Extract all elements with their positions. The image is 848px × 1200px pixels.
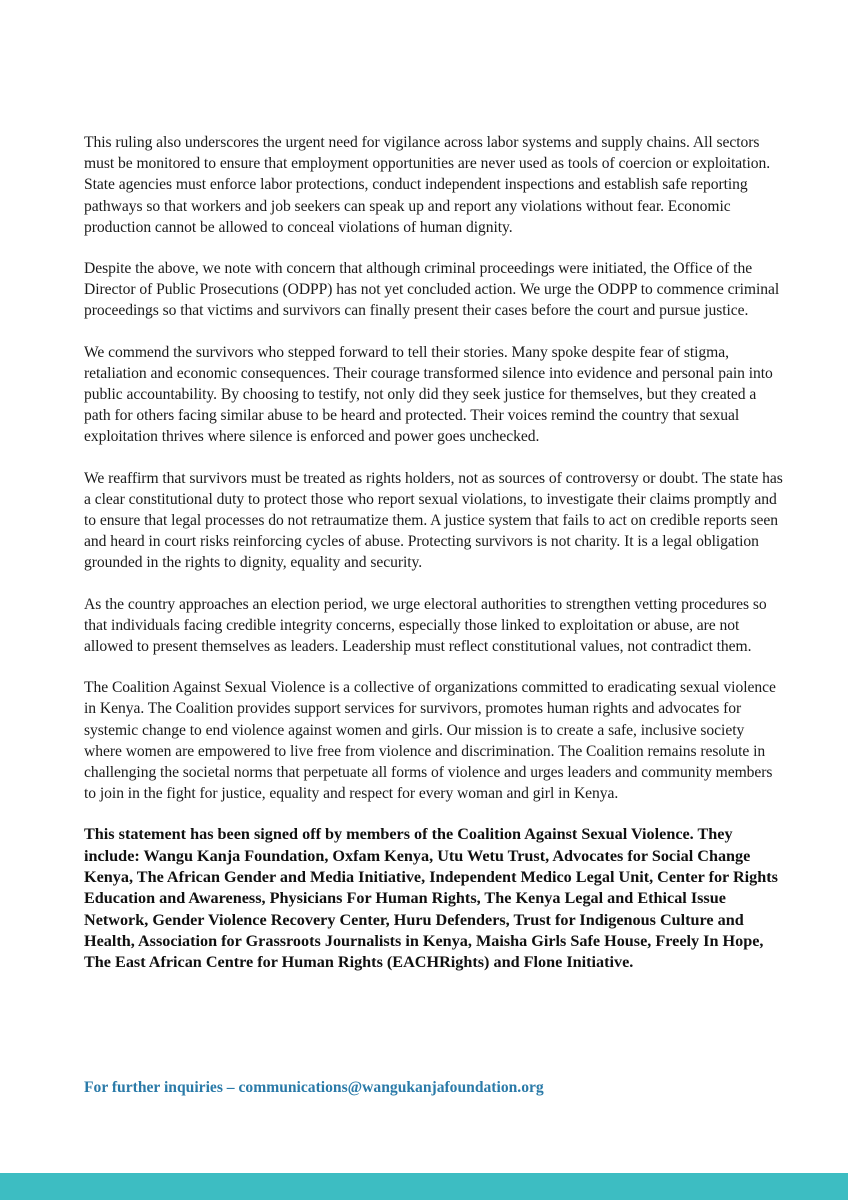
paragraph-commend-survivors: We commend the survivors who stepped forward to tell their stories. Many spoke despite fear of stigma, retaliation and economic consequences. Their courage transformed silence into evidence and personal pain into public accountability. By choosing to testify, not only did they seek justice for themselves, but they created a path for others facing similar abuse to be heard and protected. Their voices remind the country that sexual exploitation thrives where silence is enforced and power goes unchecked.	[84, 343, 773, 446]
inquiries-email-link[interactable]: communications@wangukanjafoundation.org	[238, 1079, 544, 1096]
paragraph-labor-vigilance: This ruling also underscores the urgent need for vigilance across labor systems and supply chains. All sectors must be monitored to ensure that employment opportunities are never used as tools of coercion or exploitation. State agencies must enforce labor protections, conduct independent inspections and establish safe reporting pathways so that workers and job seekers can speak up and report any violations without fear. Economic production cannot be allowed to conceal violations of human dignity.	[84, 134, 771, 236]
inquiries-label: For further inquiries –	[84, 1079, 239, 1096]
inquiries-line	[84, 1077, 544, 1098]
paragraph-survivor-rights: We reaffirm that survivors must be treated as rights holders, not as sources of controversy or doubt. The state has a clear constitutional duty to protect those who report sexual violations, to investigate their claims promptly and to ensure that legal processes do not retraumatize them. A justice system that fails to act on credible reports seen and heard in court risks reinforcing cycles of abuse. Protecting survivors is not charity. It is a legal obligation grounded in the rights to dignity, equality and security.	[84, 469, 783, 572]
footer-bar	[0, 1173, 848, 1200]
statement-body	[84, 132, 784, 974]
paragraph-election-vetting: As the country approaches an election period, we urge electoral authorities to strengthen vetting procedures so that individuals facing credible integrity concerns, especially those linked to exploitation or abuse, are not allowed to present themselves as leaders. Leadership must reflect constitutional values, not contradict them.	[84, 595, 767, 656]
paragraph-odpp-concern: Despite the above, we note with concern that although criminal proceedings were initiated, the Office of the Director of Public Prosecutions (ODPP) has not yet concluded action. We urge the ODPP to commence criminal proceedings so that victims and survivors can finally present their cases before the court and pursue justice.	[84, 260, 780, 320]
paragraph-coalition-about: The Coalition Against Sexual Violence is a collective of organizations committed to eradicating sexual violence in Kenya. The Coalition provides support services for survivors, promotes human rights and advocates for systemic change to end violence against women and girls. Our mission is to create a safe, inclusive society where women are empowered to live free from violence and discrimination. The Coalition remains resolute in challenging the societal norms that perpetuate all forms of violence and urges leaders and community members to join in the fight for justice, equality and respect for every woman and girl in Kenya.	[84, 679, 776, 803]
signatories-statement: This statement has been signed off by members of the Coalition Against Sexual Violence. They include: Wangu Kanja Foundation, Oxfam Kenya, Utu Wetu Trust, Advocates for Social Change Kenya, The African Gender and Media Initiative, Independent Medico Legal Unit, Center for Rights Education and Awareness, Physicians For Human Rights, The Kenya Legal and Ethical Issue Network, Gender Violence Recovery Center, Huru Defenders, Trust for Indigenous Culture and Health, Association for Grassroots Journalists in Kenya, Maisha Girls Safe House, Freely In Hope, The East African Centre for Human Rights (EACHRights) and Flone Initiative.	[84, 825, 778, 972]
